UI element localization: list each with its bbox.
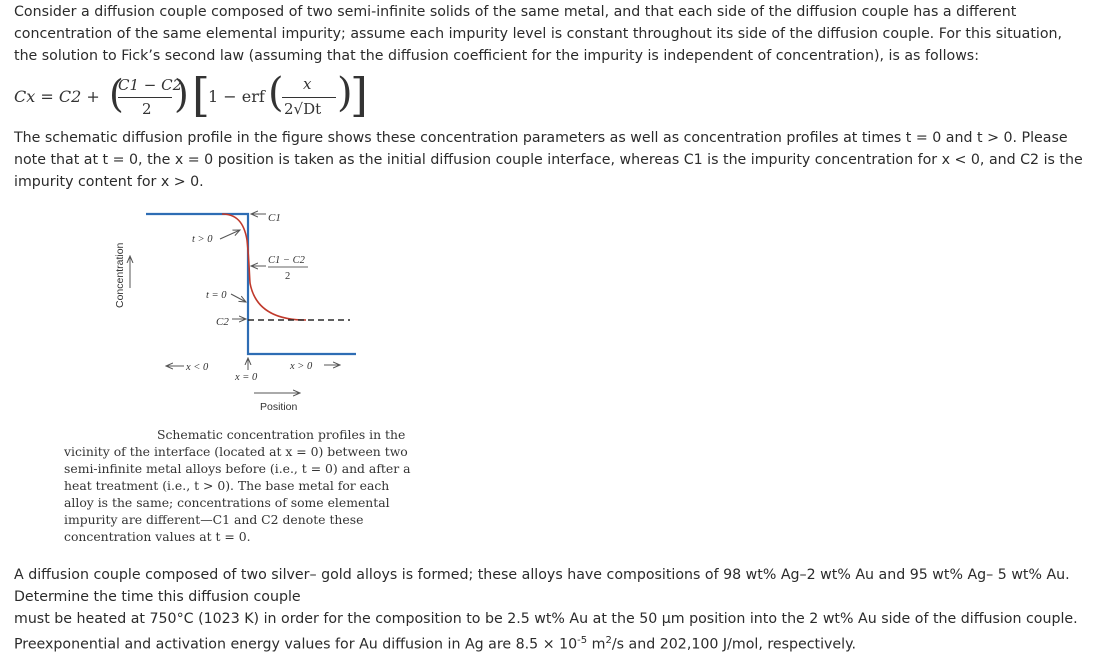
fraction-bar [118,97,172,98]
t-zero-label: t = 0 [206,290,227,301]
half-diff-denominator: 2 [285,271,291,282]
bracket-right: ] [350,68,368,122]
erf-arg-numerator: x [303,75,312,93]
y-axis-label: Concentration [114,242,126,308]
erf-paren-left: ( [268,70,284,116]
c1-label: C1 [268,212,281,224]
x-zero-label: x = 0 [235,372,258,383]
equation-lhs: Cx = C2 + [14,87,100,106]
x-axis-label: Position [260,401,298,413]
one-minus-erf: 1 − erf [208,87,265,106]
erf-arg-denominator: 2√Dt [284,100,322,118]
t-zero-arrow [231,294,246,302]
problem-statement [14,565,1084,657]
c2-label: C2 [216,316,229,328]
fraction-denominator: 2 [142,100,152,118]
bracket-left: [ [192,68,210,122]
problem-line-2: Determine the time this diffusion couple [14,588,301,605]
problem-line-1: A diffusion couple composed of two silver– gold alloys is formed; these alloys have compositions of 98 wt% Ag–2 wt% Au and 95 wt% Ag– 5 wt% Au. [14,567,1070,583]
problem-line-3: must be heated at 750°C (1023 K) in order for the composition to be 2.5 wt% Au at the 50 μm position into the 2 wt% Au side of the diffusion couple. [14,610,1078,627]
intro-paragraph: Consider a diffusion couple composed of two semi-infinite solids of the same metal, and that each side of the diffusion couple has a different concentration of the same elemental impurity; assume each impurity level is constant throughout its side of the diffusion couple. For this situation, the solution to Fick’s second law (assuming that the diffusion coefficient for the impurity is independent of concentration), is as follows: [14,4,1063,64]
paren-right: ) [174,72,189,116]
t-positive-label: t > 0 [192,234,213,245]
explanation-paragraph: The schematic diffusion profile in the figure shows these concentration parameters as well as concentration profiles at times t = 0 and t > 0. Please note that at t = 0, the x = 0 position is taken as the initial diffusion couple interface, whereas C1 is the impurity concentration for x < 0, and C2 is the impurity content for x > 0. [14,130,1083,190]
erf-arg-bar [282,97,336,98]
fraction-numerator: C1 − C2 [118,76,183,94]
diffused-profile-curve [222,214,306,320]
x-positive-label: x > 0 [290,361,313,372]
problem-line-4: Preexponential and activation energy values for Au diffusion in Ag are $8.5 \times 10^{-5}$ $m^2/s$ and 202,100 J/mol, respectively. [14,635,856,654]
t-positive-arrow [220,230,240,239]
half-diff-numerator: C1 − C2 [268,255,305,266]
erf-paren-right: ) [337,70,353,116]
x-negative-label: x < 0 [186,362,209,373]
figure-caption [64,426,414,545]
paren-left: ( [109,72,124,116]
caption-text: Schematic concentration profiles in the vicinity of the interface (located at x = 0) between two semi-infinite metal alloys before (i.e., t = 0) and after a heat treatment (i.e., t > 0). The base metal for each alloy is the same; concentrations of some elemental impurity are different—C1 and C2 denote these concentration values at t = 0. [64,427,411,544]
step-profile-line [146,214,356,354]
ficks-law-equation [14,70,394,126]
